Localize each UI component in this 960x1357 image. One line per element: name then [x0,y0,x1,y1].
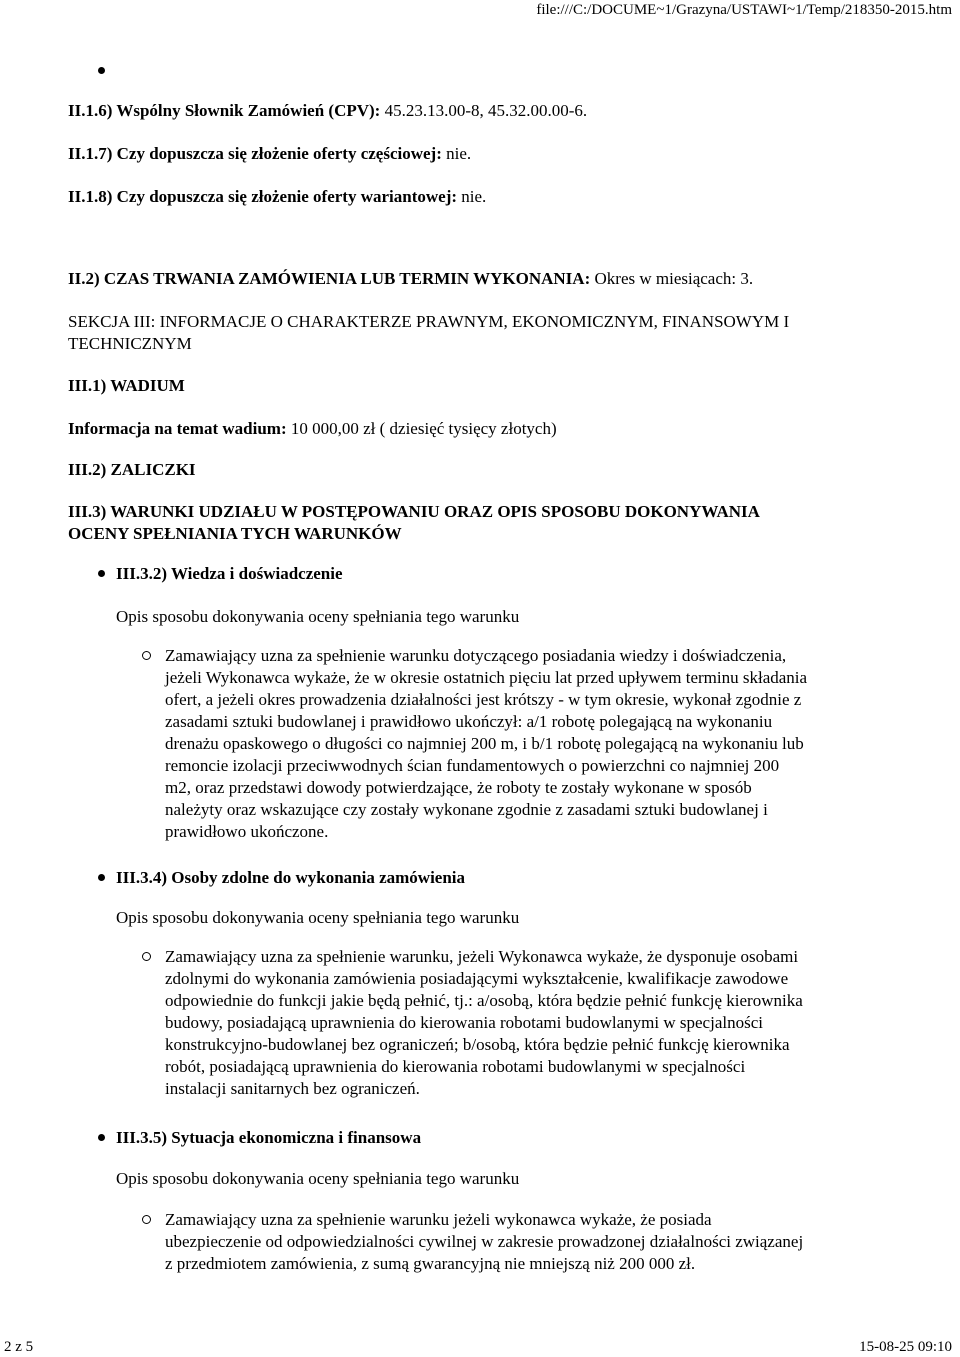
warunki-heading [68,501,948,545]
condition-title: III.3.2) Wiedza i doświadczenie [116,564,343,583]
zaliczki-heading: III.2) ZALICZKI [68,460,196,479]
condition-text-line: prawidłowo ukończone. [165,822,329,841]
condition-text-line: Zamawiający uzna za spełnienie warunku dotyczącego posiadania wiedzy i doświadczenia, [165,646,787,665]
condition-text-bullet-icon [142,651,151,660]
condition-text-line: konstrukcyjno-budowlanej bez ograniczeń; b/osobą, która będzie pełnić funkcję kierownika [165,1035,790,1054]
condition-bullet-icon [98,570,105,577]
partial-offer-label: II.1.7) Czy dopuszcza się złożenie oferty częściowej: [68,144,442,163]
condition-text-line: robót, posiadającą uprawnienia do kierowania robotami budowlanymi w specjalności [165,1057,746,1076]
wadium-info-label: Informacja na temat wadium: [68,419,287,438]
condition-text-line: ofert, a jeżeli okres prowadzenia działalności jest krótszy - w tym okresie, wykonał zgodnie z [165,690,802,709]
condition-text-bullet-icon [142,952,151,961]
partial-offer-value: nie. [441,144,472,163]
duration-line [68,268,948,290]
condition-opis: Opis sposobu dokonywania oceny spełniania tego warunku [116,1169,520,1188]
section-3-heading [68,311,948,355]
page-number: 2 z 5 [4,1339,34,1355]
condition-bullet-icon [98,874,105,881]
file-url-header: file:///C:/DOCUME~1/Grazyna/USTAWI~1/Temp/218350-2015.htm [536,2,952,18]
condition-opis: Opis sposobu dokonywania oceny spełniania tego warunku [116,607,520,626]
variant-offer-line [68,186,948,208]
cpv-value: 45.23.13.00-8, 45.32.00.00-6. [380,101,588,120]
condition-text-line: budowy, posiadającą uprawnienia do kierowania robotami budowlanymi w specjalności [165,1013,763,1032]
condition-text-line: drenażu opaskowego o długości co najmniej 200 m, i b/1 robotę polegającą na wykonaniu lub [165,734,804,753]
condition-text-line: odpowiednie do funkcji jakie będą pełnić, tj.: a/osobą, która będzie pełnić funkcję kierownika [165,991,803,1010]
condition-text-line: remoncie izolacji przeciwwodnych ścian fundamentowych o powierzchni co najmniej 200 [165,756,780,775]
duration-label: II.2) CZAS TRWANIA ZAMÓWIENIA LUB TERMIN WYKONANIA: [68,269,591,288]
cpv-line [68,100,948,122]
variant-offer-label: II.1.8) Czy dopuszcza się złożenie oferty wariantowej: [68,187,458,206]
condition-text-line: zdolnymi do wykonania zamówienia posiadającymi wykształcenie, kwalifikacje zawodowe [165,969,789,988]
condition-text [165,645,905,843]
condition-title: III.3.4) Osoby zdolne do wykonania zamówienia [116,868,466,887]
section-3-heading-line2: TECHNICZNYM [68,334,192,353]
condition-text-line: m2, oraz przedstawi dowody potwierdzające, że roboty te zostały wykonane w sposób [165,778,752,797]
condition-text-line: z przedmiotem zamówienia, z sumą gwarancyjną nie mniejszą niż 200 000 zł. [165,1254,696,1273]
condition-text-line: ubezpieczenie od odpowiedzialności cywilnej w zakresie prowadzonej działalności związanej [165,1232,804,1251]
print-datetime: 15-08-25 09:10 [859,1339,952,1355]
duration-value: Okres w miesiącach: 3. [590,269,754,288]
condition-text-line: Zamawiający uzna za spełnienie warunku, jeżeli Wykonawca wykaże, że dysponuje osobami [165,947,799,966]
empty-bullet-icon [98,67,105,74]
section-3-heading-line1: SEKCJA III: INFORMACJE O CHARAKTERZE PRAWNYM, EKONOMICZNYM, FINANSOWYM I [68,312,790,331]
warunki-heading-line2: OCENY SPEŁNIANIA TYCH WARUNKÓW [68,524,402,543]
warunki-heading-line1: III.3) WARUNKI UDZIAŁU W POSTĘPOWANIU ORAZ OPIS SPOSOBU DOKONYWANIA [68,502,760,521]
condition-text-line: Zamawiający uzna za spełnienie warunku jeżeli wykonawca wykaże, że posiada [165,1210,712,1229]
condition-text-line: instalacji sanitarnych bez ograniczeń. [165,1079,420,1098]
condition-title: III.3.5) Sytuacja ekonomiczna i finansowa [116,1128,422,1147]
condition-text-line: zasadami sztuki budowlanej i prawidłowo ukończył: a/1 robotę polegającą na wykonaniu [165,712,773,731]
condition-text [165,1209,905,1275]
condition-text-line: należyty oraz wskazujące czy zostały wykonane zgodnie z zasadami sztuki budowlanej i [165,800,768,819]
condition-text-bullet-icon [142,1215,151,1224]
wadium-info-line [68,418,948,440]
condition-text [165,946,905,1100]
cpv-label: II.1.6) Wspólny Słownik Zamówień (CPV): [68,101,381,120]
variant-offer-value: nie. [457,187,487,206]
wadium-heading: III.1) WADIUM [68,376,185,395]
condition-opis: Opis sposobu dokonywania oceny spełniania tego warunku [116,908,520,927]
partial-offer-line [68,143,948,165]
condition-text-line: jeżeli Wykonawca wykaże, że w okresie ostatnich pięciu lat przed upływem terminu składania [165,668,808,687]
condition-bullet-icon [98,1134,105,1141]
wadium-info-value: 10 000,00 zł ( dziesięć tysięcy złotych) [286,419,557,438]
